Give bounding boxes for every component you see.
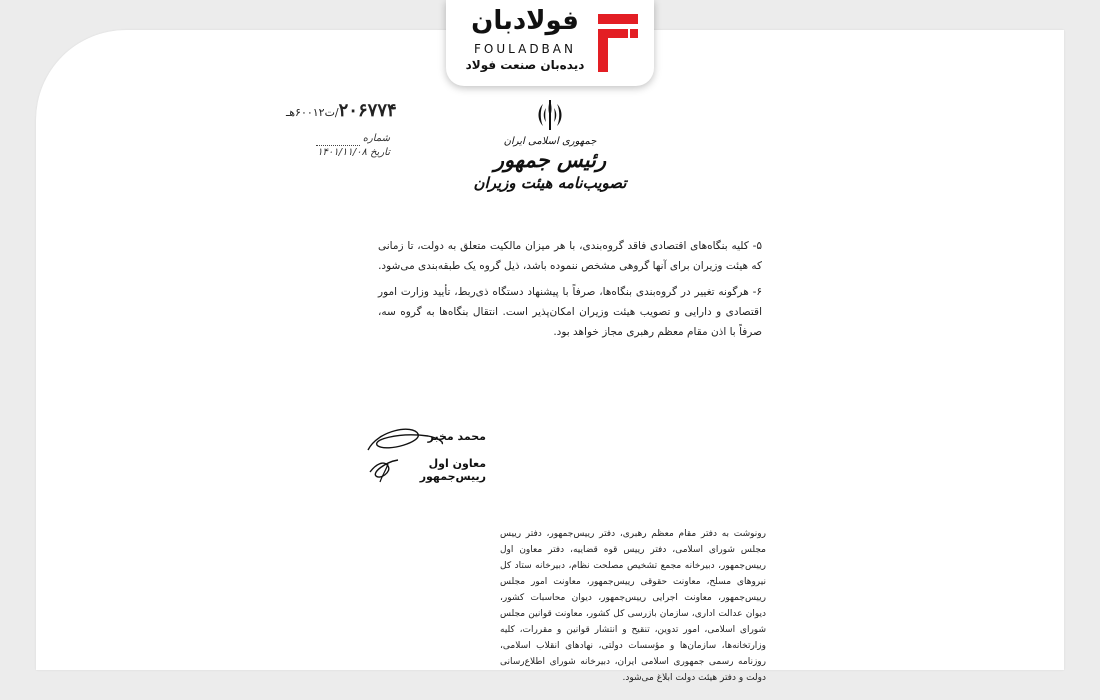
number-row bbox=[318, 132, 390, 146]
signer-title: معاون اول رییس‌جمهور bbox=[419, 457, 486, 483]
logo-brand-fa: فولادبان bbox=[471, 6, 579, 36]
cc-list: رونوشت به دفتر مقام معظم رهبری، دفتر رییس‌جمهور، دفتر رییس مجلس شورای اسلامی، دفتر رییس قوه قضاییه، دفتر معاون اول رییس‌جمهور، دبیرخانه مجمع تشخیص مصلحت نظام، دبیرخانه ستاد کل نیروهای مسلح، معاونت حقوقی رییس‌جمهور، معاونت امور مجلس رییس‌جمهور، معاونت اجرایی رییس‌جمهور، دیوان محاسبات کشور، دیوان عدالت اداری، سازمان بازرسی کل کشور، معاونت قوانین مجلس شورای اسلامی، امور تدوین، تنقیح و انتشار قوانین و مقررات، کلیه وزارتخانه‌ها، سازمان‌ها و مؤسسات دولتی، نهادهای انقلاب اسلامی، روزنامه رسمی جمهوری اسلامی ایران، دبیرخانه شورای اطلاع‌رسانی دولت و دفتر هیئت دولت ابلاغ می‌شود. bbox=[500, 529, 766, 683]
republic-title: جمهوری اسلامی ایران bbox=[503, 136, 597, 147]
date-label: تاریخ bbox=[370, 147, 390, 158]
reference-number-suffix: /ت۶۰۰۱۲هـ bbox=[286, 106, 339, 119]
president-title: رئیس جمهور bbox=[493, 147, 607, 172]
letterhead bbox=[470, 98, 630, 192]
letter-meta bbox=[318, 132, 390, 160]
letter-body bbox=[378, 236, 762, 348]
paragraph-6: ۶- هرگونه تغییر در گروه‌بندی بنگاه‌ها، صرفاً با پیشنهاد دستگاه ذی‌ربط، تأیید وزارت امور اقتصادی و دارایی و تصویب هیئت وزیران امکان‌پذیر است. انتقال بنگاه‌ها به گروه سه، صرفاً با اذن مقام معظم رهبری مجاز خواهد بود. bbox=[378, 286, 762, 338]
reference-number bbox=[286, 100, 397, 121]
date-row bbox=[318, 146, 390, 160]
logo-brand-en: FOULADBAN bbox=[474, 42, 576, 56]
logo-mark-icon bbox=[596, 12, 640, 74]
fouladban-logo[interactable] bbox=[446, 0, 654, 86]
reference-number-value: ۲۰۶۷۷۴ bbox=[338, 100, 397, 121]
signer-name: محمد مخبر bbox=[427, 430, 486, 443]
date-value: ۱۴۰۱/۱۱/۰۸ bbox=[317, 147, 367, 158]
paragraph-5: ۵- کلیه بنگاه‌های اقتصادی فاقد گروه‌بندی، با هر میزان مالکیت متعلق به دولت، تا زمانی که هیئت وزیران برای آنها گروهی مشخص ننموده باشد، ذیل گروه یک طبقه‌بندی می‌شود. bbox=[378, 240, 762, 272]
number-label: شماره bbox=[362, 133, 390, 144]
signer-block bbox=[366, 430, 486, 483]
iran-emblem-icon bbox=[531, 98, 569, 132]
logo-tagline: دیده‌بان صنعت فولاد bbox=[465, 58, 585, 72]
approval-title: تصویب‌نامه هیئت وزیران bbox=[473, 174, 627, 192]
